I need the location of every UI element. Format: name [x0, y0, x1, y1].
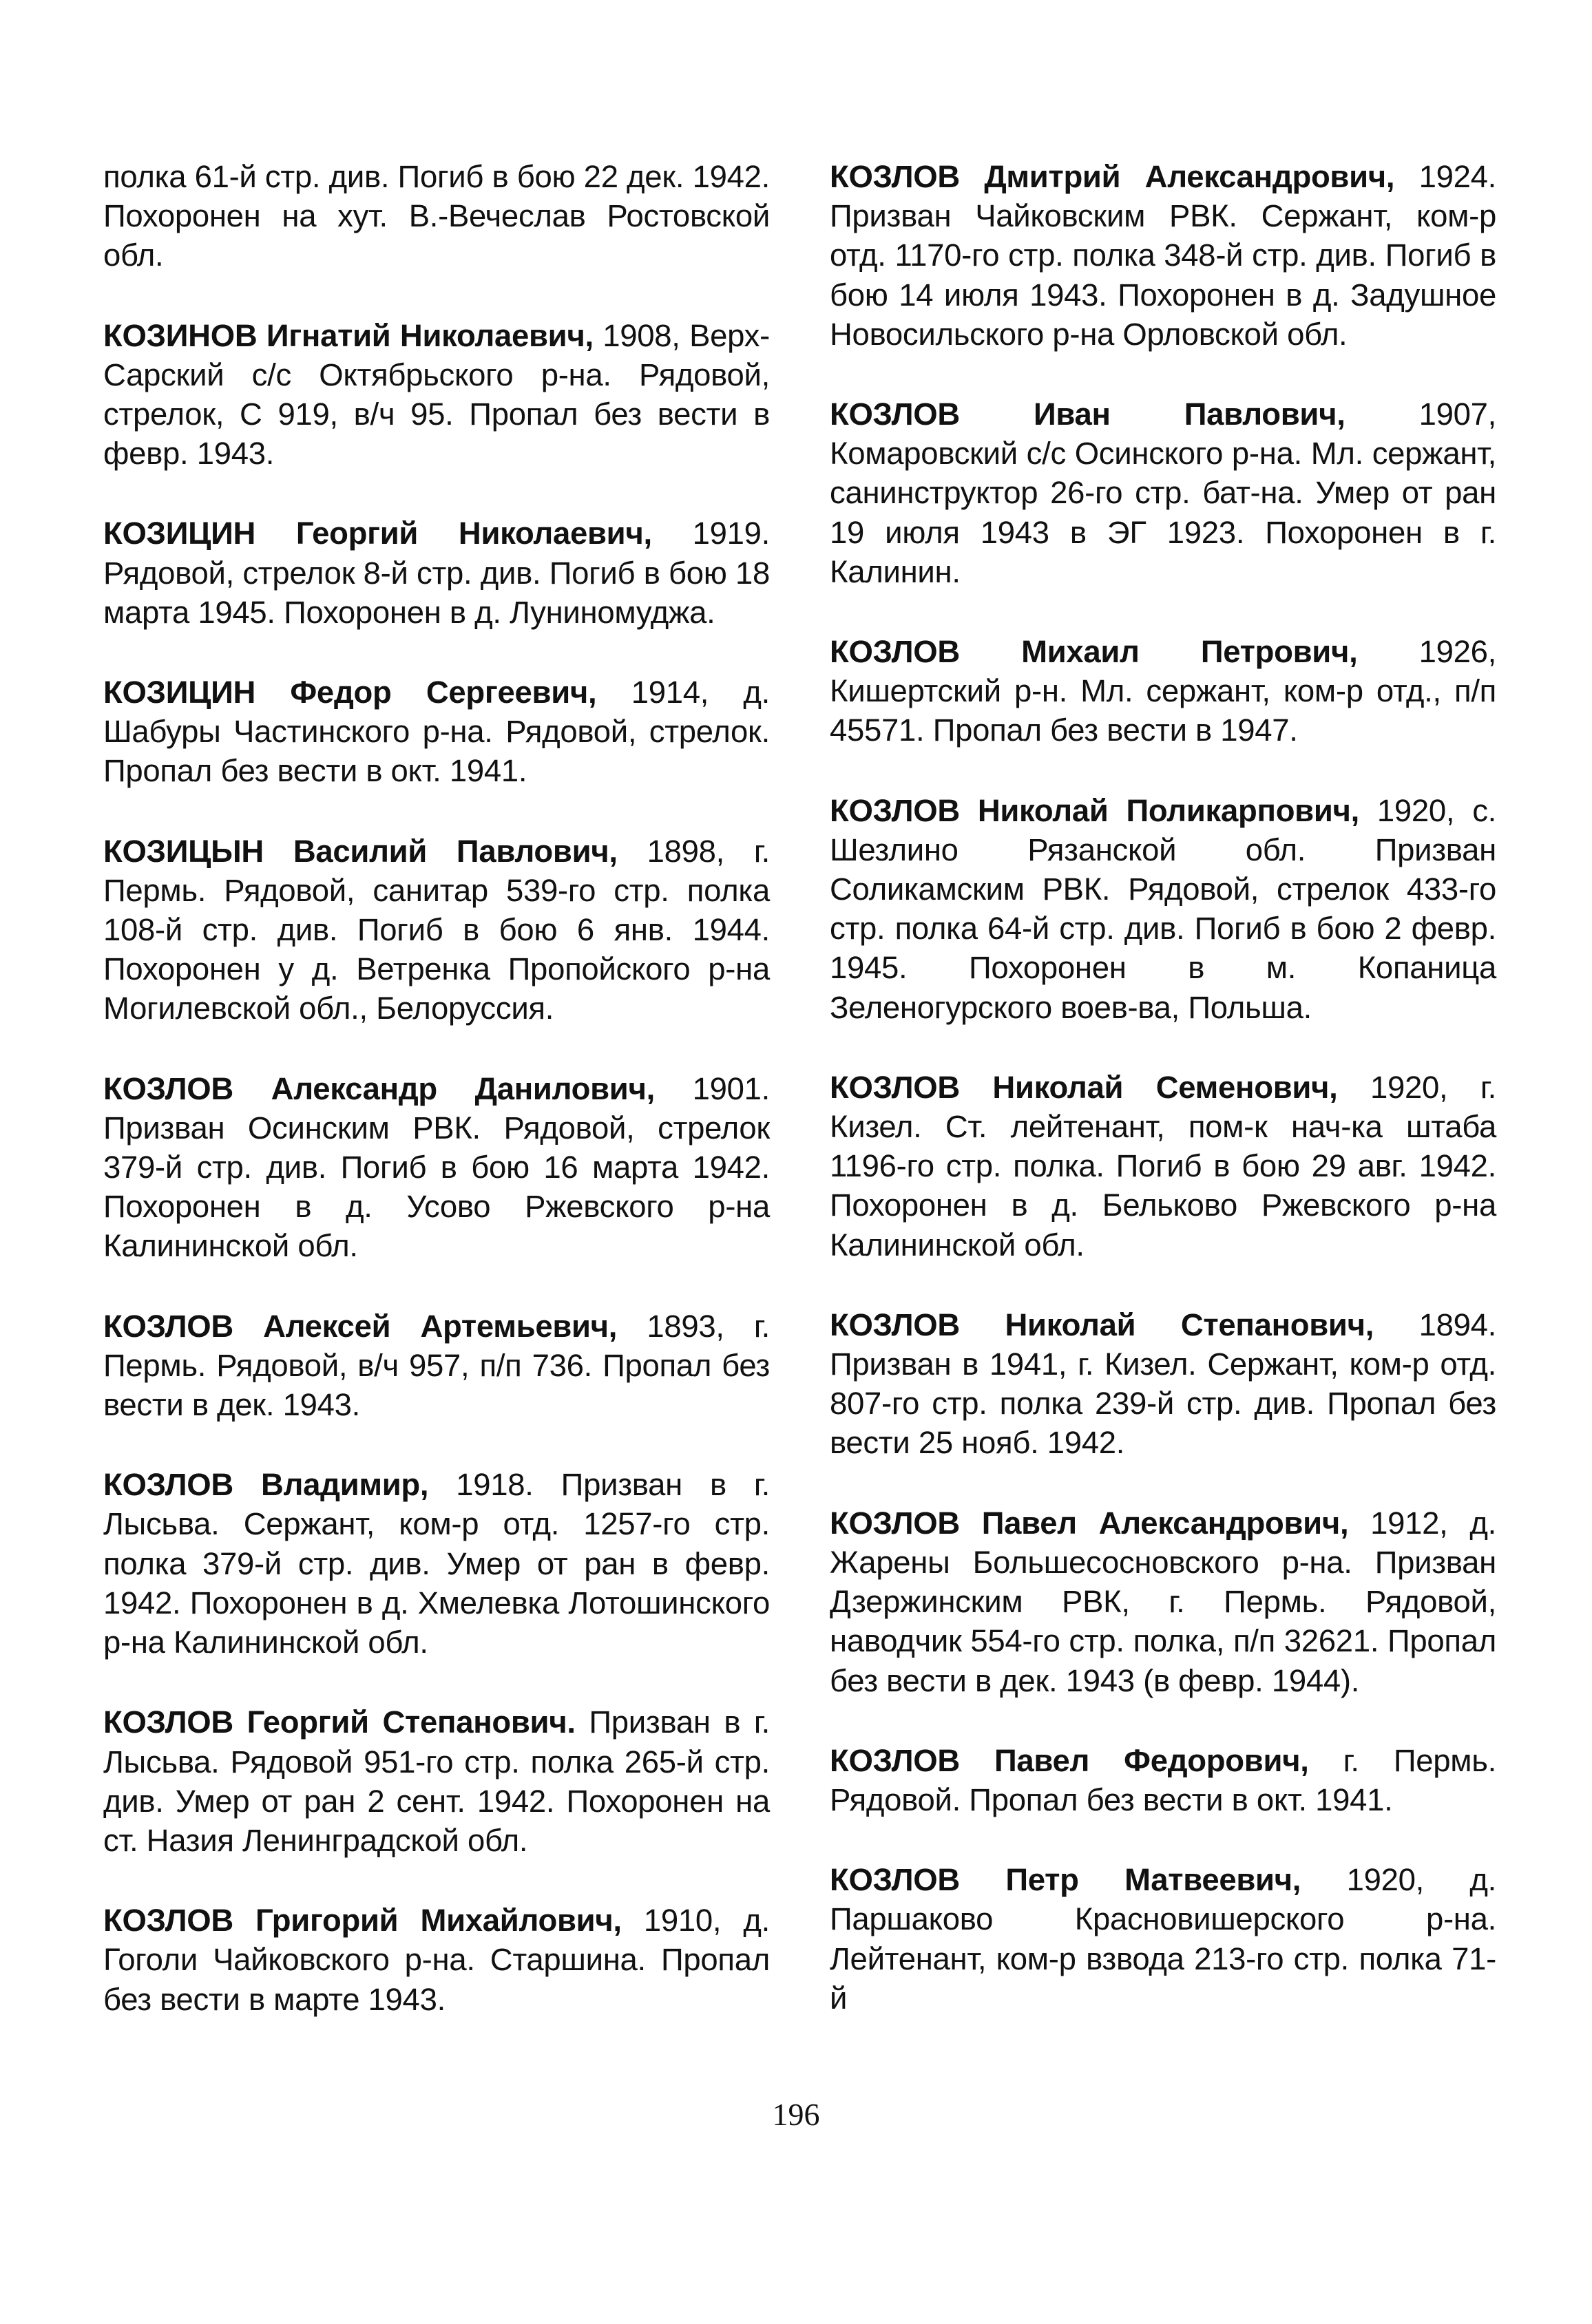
entry-text: 1920, д. Паршаково Красновишерского р-на. Лейтенант, ком-р взвода 213-го стр. полка 71-й	[830, 1862, 1497, 2016]
entry	[830, 1068, 1496, 1265]
entry-name: КОЗЛОВ Павел Федорович,	[830, 1742, 1309, 1778]
entry	[103, 1901, 770, 2019]
entry	[103, 316, 770, 474]
entry	[103, 1702, 770, 1860]
entry-name: КОЗЛОВ Владимир,	[103, 1467, 429, 1503]
entry	[103, 1465, 770, 1662]
entry	[103, 514, 770, 632]
entry-text: 1920, г. Кизел. Ст. лейтенант, пом-к нач-ка штаба 1196-го стр. полка. Погиб в бою 29 авг. 1942. Похоронен в д. Бельково Ржевского р-на Калининской обл.	[830, 1069, 1496, 1263]
entry-text: 1918. Призван в г. Лысьва. Сержант, ком-р отд. 1257-го стр. полка 379-й стр. див. Умер от ран в февр. 1942. Похоронен в д. Хмелевка Лотошинского р-на Калининской обл.	[103, 1467, 770, 1660]
entry	[830, 632, 1496, 750]
entry-text: 1920, с. Шезлино Рязанской обл. Призван Соликамским РВК. Рядовой, стрелок 433-го стр. полка 64-й стр. див. Погиб в бою 2 февр. 1945. Похоронен в м. Копаница Зеленогурского воев-ва, Польша.	[830, 792, 1496, 1025]
entry-text: г. Пермь. Рядовой. Пропал без вести в окт. 1941.	[830, 1742, 1496, 1817]
entry	[103, 673, 770, 791]
entry	[103, 157, 770, 275]
entry-name: КОЗЛОВ Алексей Артемьевич,	[103, 1308, 618, 1344]
entry-name: КОЗЛОВ Михаил Петрович,	[830, 634, 1358, 670]
entry-name: КОЗЛОВ Петр Матвеевич,	[830, 1862, 1301, 1898]
entry-text: 1907, Комаровский с/с Осинского р-на. Мл. сержант, санинструктор 26-го стр. бат-на. Умер от ран 19 июля 1943 в ЭГ 1923. Похоронен в г. Калинин.	[830, 397, 1497, 589]
entry	[830, 1860, 1496, 2018]
entry-name: КОЗИЦИН Федор Сергеевич,	[103, 675, 597, 710]
entry-name: КОЗИЦИН Георгий Николаевич,	[103, 516, 652, 551]
entry	[830, 394, 1496, 591]
entry	[830, 157, 1496, 354]
entry	[103, 1069, 770, 1266]
page-number: 196	[772, 2097, 820, 2132]
entry-name: КОЗИНОВ Игнатий Николаевич,	[103, 317, 594, 353]
entry-text: 1914, д. Шабуры Частинского р-на. Рядовой, стрелок. Пропал без вести в окт. 1941.	[103, 675, 770, 789]
entry-name: КОЗЛОВ Павел Александрович,	[830, 1505, 1349, 1541]
entry	[103, 832, 770, 1028]
entry-text: Призван в г. Лысьва. Рядовой 951-го стр. полка 265-й стр. див. Умер от ран 2 сент. 1942. Похоронен на ст. Назия Ленинградской обл.	[103, 1704, 771, 1858]
entry-name: КОЗЛОВ Иван Павлович,	[830, 397, 1345, 432]
entry-text: 1926, Кишертский р-н. Мл. сержант, ком-р отд., п/п 45571. Пропал без вести в 1947.	[830, 634, 1496, 748]
entry-text: 1919. Рядовой, стрелок 8-й стр. див. Погиб в бою 18 марта 1945. Похоронен в д. Луниномуджа.	[103, 516, 770, 630]
entry	[830, 1305, 1496, 1463]
left-column	[103, 157, 770, 2060]
entry-name: КОЗЛОВ Александр Данилович,	[103, 1070, 655, 1106]
entry	[830, 1503, 1496, 1700]
entry-name: КОЗЛОВ Николай Поликарпович,	[830, 792, 1359, 828]
entry	[830, 1741, 1496, 1819]
entry	[830, 791, 1496, 1027]
entry-name: КОЗЛОВ Николай Семенович,	[830, 1069, 1338, 1105]
entry-name: КОЗЛОВ Николай Степанович,	[830, 1307, 1374, 1342]
entry-text: 1893, г. Пермь. Рядовой, в/ч 957, п/п 736. Пропал без вести в дек. 1943.	[103, 1308, 770, 1423]
right-column	[830, 157, 1496, 2058]
entry-text: 1898, г. Пермь. Рядовой, санитар 539-го стр. полка 108-й стр. див. Погиб в бою 6 янв. 1944. Похоронен у д. Ветренка Пропойского р-на Могилевской обл., Белоруссия.	[103, 833, 770, 1026]
entry-text: 1924. Призван Чайковским РВК. Сержант, ком-р отд. 1170-го стр. полка 348-й стр. див. Погиб в бою 14 июля 1943. Похоронен в д. Задушное Новосильского р-на Орловской обл.	[830, 159, 1496, 352]
entry-text: 1901. Призван Осинским РВК. Рядовой, стрелок 379-й стр. див. Погиб в бою 16 марта 1942. Похоронен в д. Усово Ржевского р-на Калининской обл.	[103, 1070, 770, 1264]
entry-text: 1908, Верх-Сарский с/с Октябрьского р-на. Рядовой, стрелок, С 919, в/ч 95. Пропал без вести в февр. 1943.	[103, 317, 770, 472]
entry-name: КОЗЛОВ Григорий Михайлович,	[103, 1903, 622, 1939]
entry-name: КОЗЛОВ Георгий Степанович.	[103, 1704, 576, 1740]
entry-text: полка 61-й стр. див. Погиб в бою 22 дек. 1942. Похоронен на хут. В.-Вечеслав Ростовской обл.	[103, 159, 770, 273]
entry	[103, 1307, 770, 1425]
entry-text: 1910, д. Гоголи Чайковского р-на. Старшина. Пропал без вести в марте 1943.	[103, 1903, 770, 2017]
entry-text: 1912, д. Жарены Большесосновского р-на. Призван Дзержинским РВК, г. Пермь. Рядовой, наводчик 554-го стр. полка, п/п 32621. Пропал без вести в дек. 1943 (в февр. 1944).	[830, 1505, 1496, 1698]
entry-text: 1894. Призван в 1941, г. Кизел. Сержант, ком-р отд. 807-го стр. полка 239-й стр. див. Пропал без вести 25 нояб. 1942.	[830, 1307, 1496, 1461]
entry-name: КОЗЛОВ Дмитрий Александрович,	[830, 159, 1395, 194]
entry-name: КОЗИЦЫН Василий Павлович,	[103, 833, 618, 869]
